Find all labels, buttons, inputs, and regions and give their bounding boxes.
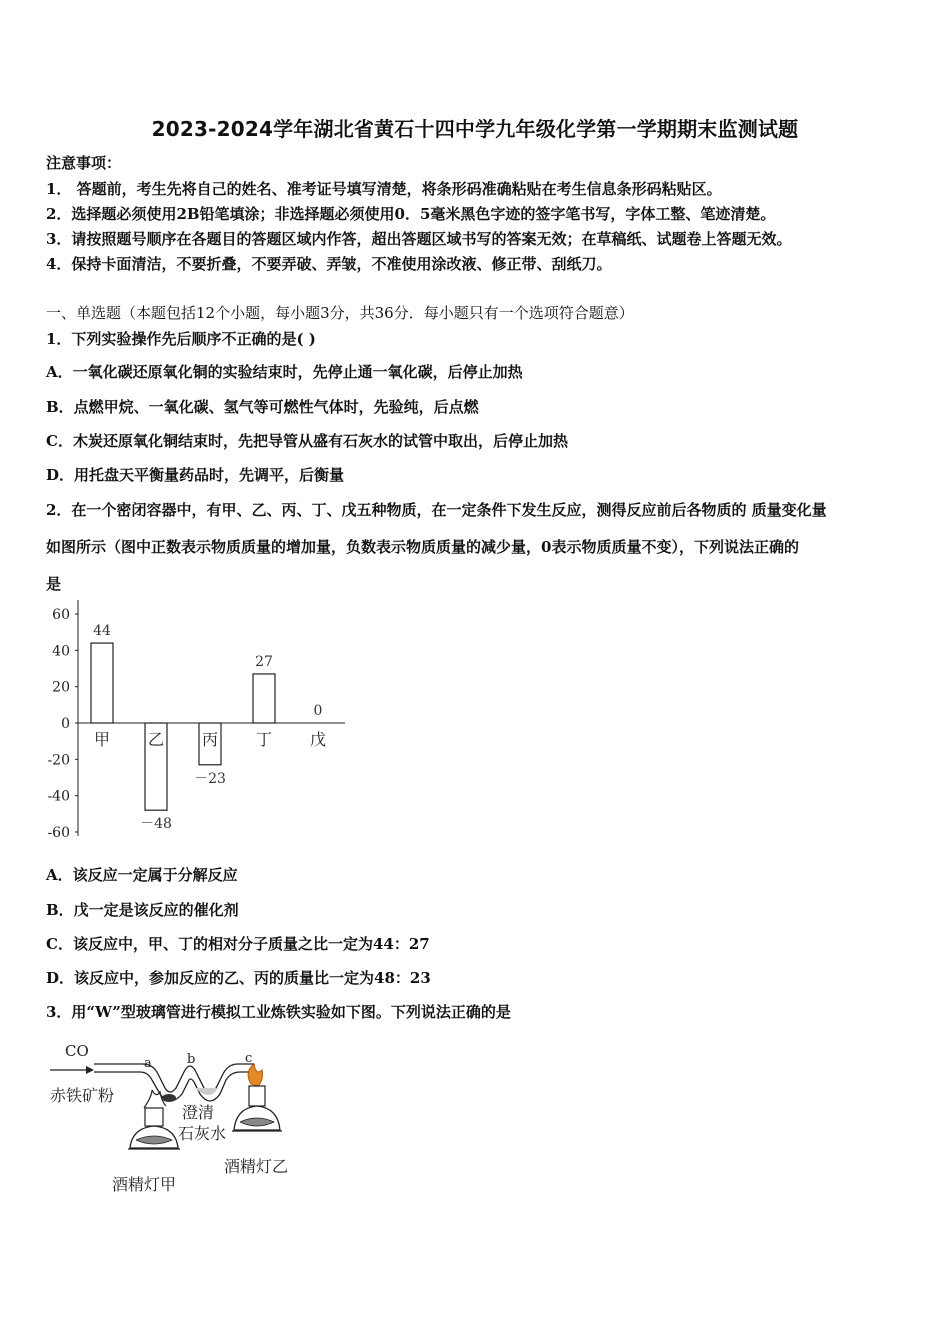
- w-tube-apparatus-figure: [48, 1036, 318, 1201]
- question-2-stem-line: 2．在一个密闭容器中，有甲、乙、丙、丁、戊五种物质，在一定条件下发生反应，测得反应前后各物质的 质量变化量: [46, 501, 827, 519]
- y-tick-label: -40: [47, 788, 70, 805]
- point-a-label: a: [144, 1056, 152, 1071]
- category-label: 丙: [201, 730, 219, 749]
- co-arrow-head: [86, 1066, 94, 1074]
- point-b-label: b: [187, 1052, 196, 1067]
- bar-value-label: －23: [194, 770, 226, 787]
- y-tick-label: 0: [61, 716, 70, 732]
- bar: [91, 643, 113, 723]
- bar-value-label: －48: [140, 816, 172, 833]
- notice-item: 3．请按照题号顺序在各题目的答题区域内作答，超出答题区域书写的答案无效；在草稿纸、试题卷上答题无效。: [46, 230, 792, 248]
- limewater-label-1: 澄清: [182, 1103, 215, 1122]
- question-3-stem: 3．用“W”型玻璃管进行模拟工业炼铁实验如下图。下列说法正确的是: [46, 1003, 511, 1021]
- y-tick-label: 20: [52, 679, 70, 696]
- iron-ore-powder: [162, 1094, 176, 1102]
- y-tick-label: 40: [52, 643, 70, 660]
- co-label: CO: [65, 1042, 89, 1060]
- lamp-a-label: 酒精灯甲: [112, 1175, 177, 1194]
- alcohol-lamp-b: [232, 1064, 282, 1131]
- bar: [253, 674, 275, 723]
- mass-change-bar-chart: [40, 600, 360, 845]
- bar-value-label: 44: [93, 623, 111, 640]
- category-label: 乙: [147, 730, 165, 749]
- notice-item: 1． 答题前，考生先将自己的姓名、准考证号填写清楚，将条形码准确粘贴在考生信息条形码粘贴区。: [46, 180, 722, 198]
- question-1-option-c: C．木炭还原氧化铜结束时，先把导管从盛有石灰水的试管中取出，后停止加热: [46, 432, 568, 450]
- page-title: 2023-2024学年湖北省黄石十四中学九年级化学第一学期期末监测试题: [151, 117, 799, 141]
- question-2-option-a: A．该反应一定属于分解反应: [46, 866, 238, 884]
- w-glass-tube: [94, 1064, 254, 1092]
- question-2-stem-line: 是: [46, 575, 62, 593]
- y-tick-label: 60: [52, 607, 70, 623]
- question-2-option-c: C．该反应中，甲、丁的相对分子质量之比一定为44：27: [46, 935, 430, 953]
- question-2-option-b: B．戊一定是该反应的催化剂: [46, 901, 239, 919]
- lamp-b-label: 酒精灯乙: [224, 1157, 289, 1176]
- question-1-option-d: D．用托盘天平衡量药品时，先调平，后衡量: [46, 466, 345, 484]
- point-c-label: c: [245, 1051, 253, 1066]
- y-tick-label: -60: [47, 825, 70, 841]
- section-heading: 一、单选题（本题包括12个小题，每小题3分，共36分．每小题只有一个选项符合题意）: [46, 304, 634, 322]
- category-label: 戊: [309, 730, 327, 749]
- question-1-option-a: A．一氧化碳还原氧化铜的实验结束时，先停止通一氧化碳，后停止加热: [46, 363, 523, 381]
- y-tick-label: -20: [47, 752, 70, 769]
- category-label: 甲: [93, 730, 111, 749]
- category-label: 丁: [255, 730, 273, 749]
- question-2-option-d: D．该反应中，参加反应的乙、丙的质量比一定为48：23: [46, 969, 431, 987]
- question-2-stem-line: 如图所示（图中正数表示物质质量的增加量，负数表示物质质量的减少量，0表示物质质量不变），下列说法正确的: [46, 538, 799, 556]
- bar-value-label: 0: [313, 703, 323, 719]
- limewater-label-2: 石灰水: [178, 1124, 227, 1143]
- notice-item: 2．选择题必须使用2B铅笔填涂；非选择题必须使用0．5毫米黑色字迹的签字笔书写，字体工整、笔迹清楚。: [46, 205, 776, 223]
- notice-item: 4．保持卡面清洁，不要折叠，不要弄破、弄皱，不准使用涂改液、修正带、刮纸刀。: [46, 255, 612, 273]
- notice-heading: 注意事项：: [46, 154, 122, 172]
- bar-value-label: 27: [255, 653, 273, 670]
- question-1-stem: 1．下列实验操作先后顺序不正确的是( ): [46, 330, 316, 348]
- question-1-option-b: B．点燃甲烷、一氧化碳、氢气等可燃性气体时，先验纯，后点燃: [46, 398, 479, 416]
- iron-ore-label: 赤铁矿粉: [50, 1086, 115, 1105]
